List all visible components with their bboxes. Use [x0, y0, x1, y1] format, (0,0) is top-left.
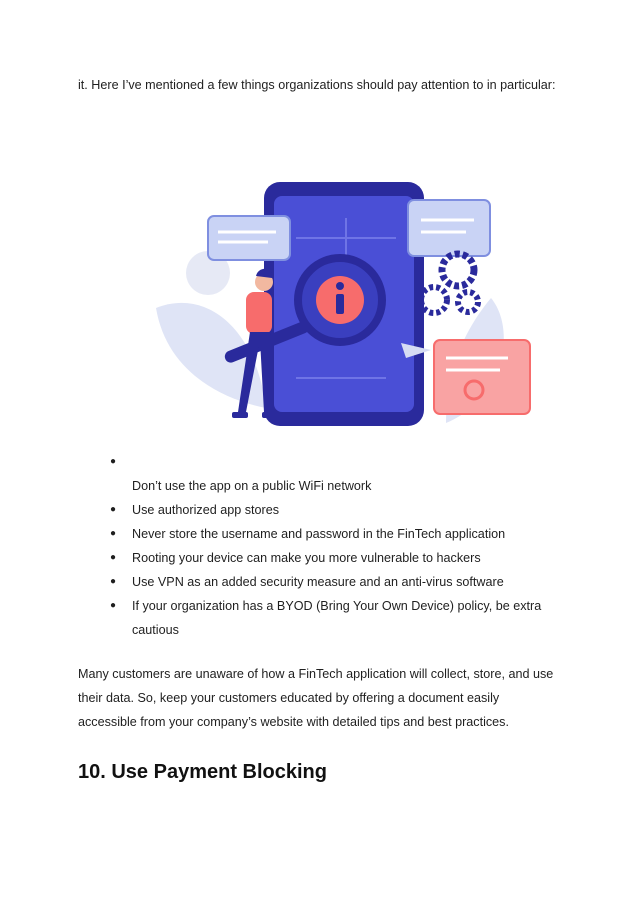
list-item — [110, 450, 560, 498]
card-left — [208, 216, 290, 260]
closing-paragraph: Many customers are unaware of how a FinTech application will collect, store, and use their data. So, keep your customers educated by offering a document easily accessible from your company’s website with detailed tips and best practices. — [78, 667, 554, 729]
gear-large — [442, 254, 474, 286]
section-heading: 10. Use Payment Blocking — [78, 761, 327, 783]
list-item-text: Use VPN as an added security measure and an anti-virus software — [132, 575, 504, 589]
security-info-illustration — [146, 178, 536, 430]
list-item — [110, 570, 560, 594]
bullet-icon: ● — [110, 504, 117, 515]
list-item-text: Use authorized app stores — [132, 503, 280, 517]
list-item — [110, 546, 560, 570]
bullet-icon: ● — [110, 552, 117, 563]
list-item — [110, 522, 560, 546]
list-item — [110, 594, 560, 642]
list-item-text: If your organization has a BYOD (Bring Your Own Device) policy, be extra cautious — [132, 599, 542, 637]
card-red — [434, 340, 530, 414]
bullet-icon: ● — [110, 600, 117, 611]
bullet-icon: ● — [110, 528, 117, 539]
bullet-icon: ● — [110, 456, 117, 467]
list-item-text: Rooting your device can make you more vulnerable to hackers — [132, 551, 481, 565]
security-tips-list — [110, 450, 560, 642]
gear-medium — [421, 287, 447, 313]
list-item — [110, 498, 560, 522]
card-right — [408, 200, 490, 256]
intro-paragraph: it. Here I’ve mentioned a few things organizations should pay attention to in particular: — [78, 78, 556, 92]
bullet-icon: ● — [110, 576, 117, 587]
person-torso — [246, 292, 272, 334]
gear-small — [458, 292, 478, 312]
list-item-text: Don’t use the app on a public WiFi network — [132, 479, 372, 493]
list-item-text: Never store the username and password in the FinTech application — [132, 527, 506, 541]
